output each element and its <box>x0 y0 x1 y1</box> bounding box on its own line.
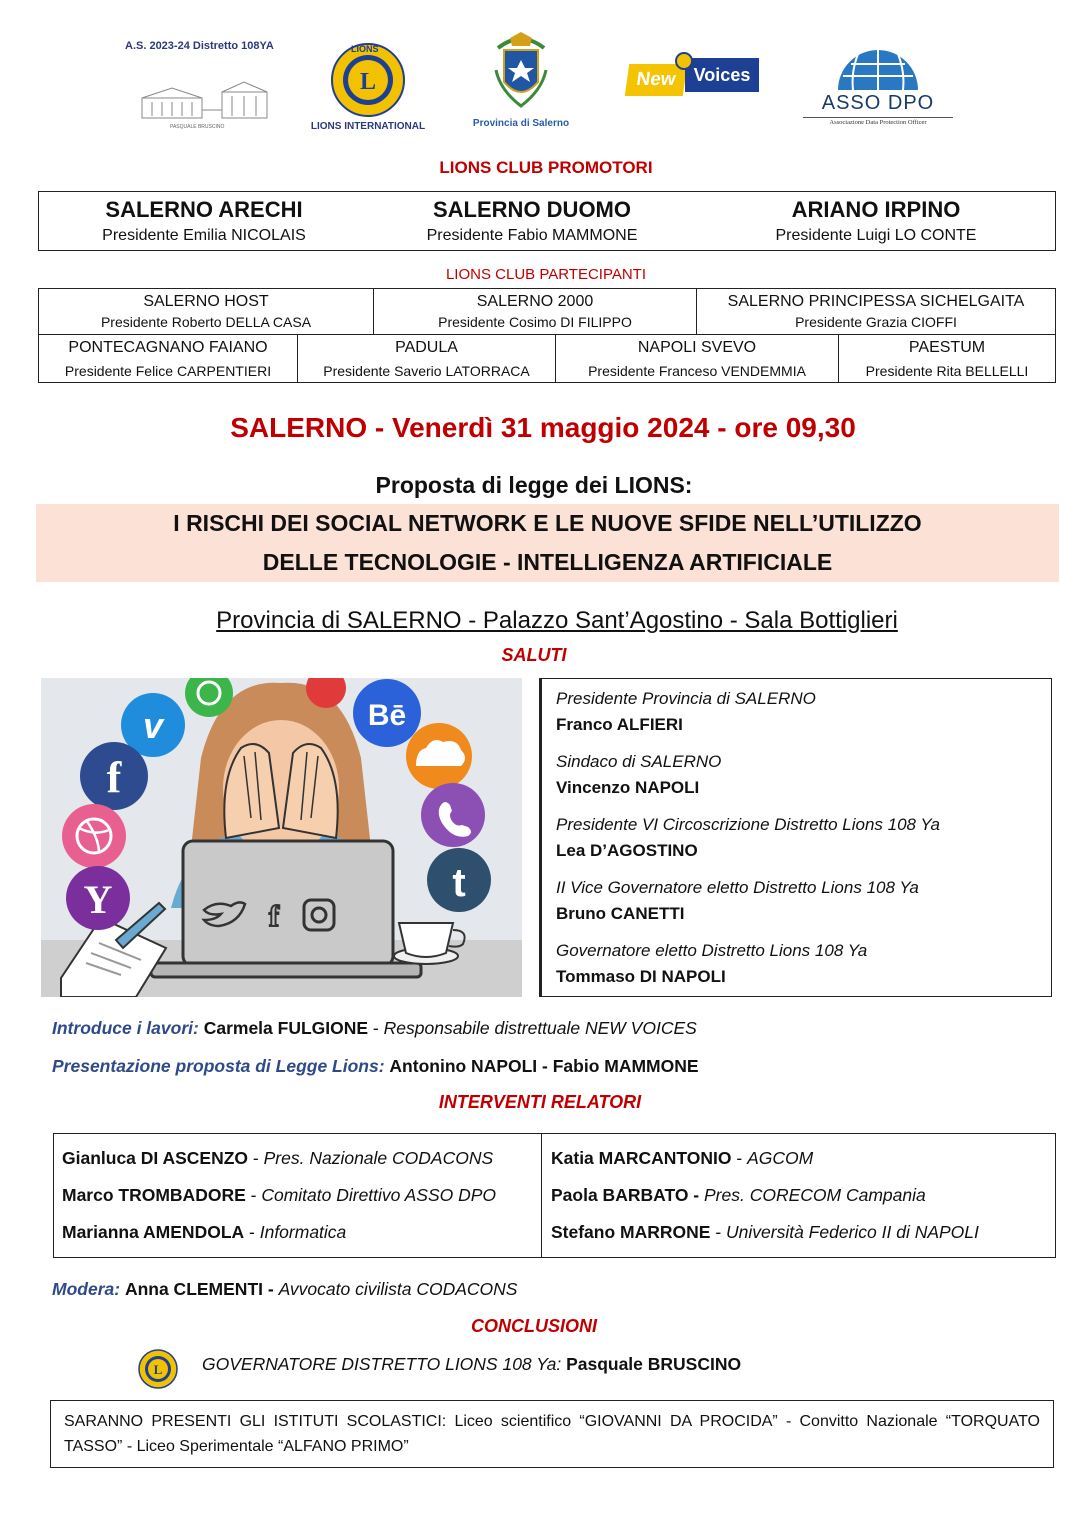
promotore-president: Presidente Emilia NICOLAIS <box>102 227 306 244</box>
asso-dpo-sub: Associazione Data Protection Officer <box>803 117 953 126</box>
presentazione-names: Antonino NAPOLI - Fabio MAMMONE <box>389 1056 699 1076</box>
saluto-role: Sindaco di SALERNO <box>556 752 722 771</box>
district-small: PASQUALE BRUSCINO <box>170 124 225 130</box>
partecipante-president: Presidente Rita BELLELLI <box>865 363 1029 379</box>
partecipanti-heading: LIONS CLUB PARTECIPANTI <box>445 266 647 283</box>
modera-line <box>52 1277 517 1301</box>
partecipante-cell <box>39 289 373 334</box>
saluto-name: Vincenzo NAPOLI <box>556 778 700 797</box>
new-voices-new: New <box>625 64 687 96</box>
partecipante-name: PAESTUM <box>908 339 986 356</box>
svg-text:f: f <box>106 753 122 802</box>
partecipante-cell <box>696 289 1055 334</box>
new-voices-lions-dot <box>675 52 693 70</box>
partecipante-president: Presidente Roberto DELLA CASA <box>100 314 312 330</box>
svg-text:Bē: Bē <box>367 699 407 732</box>
promotore-2 <box>367 195 697 247</box>
relatore <box>62 1214 540 1251</box>
relatore-name: Paola BARBATO <box>551 1185 689 1205</box>
partecipante-president: Presidente Grazia CIOFFI <box>795 314 957 330</box>
lions-small-icon <box>138 1349 178 1389</box>
relatore-sep: - <box>248 1148 264 1168</box>
partecipante-president: Presidente Franceso VENDEMMIA <box>588 363 806 379</box>
relatore <box>62 1177 540 1214</box>
partecipante-cell <box>838 335 1055 382</box>
svg-text:Y: Y <box>83 877 113 922</box>
relatore <box>551 1214 1051 1251</box>
svg-text:L: L <box>153 1362 163 1377</box>
promotore-president: Presidente Fabio MAMMONE <box>426 227 638 244</box>
partecipante-cell <box>39 335 297 382</box>
modera-name: Anna CLEMENTI <box>124 1279 263 1299</box>
district-label: A.S. 2023-24 Distretto 108YA <box>125 40 274 52</box>
soundcloud-icon <box>406 723 472 789</box>
saluto-name: Tommaso DI NAPOLI <box>556 967 726 986</box>
header-logos <box>0 0 1080 150</box>
partecipante-president: Presidente Felice CARPENTIERI <box>64 363 272 379</box>
behance-icon <box>353 679 421 747</box>
relatore <box>62 1140 540 1177</box>
partecipante-cell <box>555 335 838 382</box>
conclusioni-role: GOVERNATORE DISTRETTO LIONS 108 Ya: <box>202 1354 562 1374</box>
saluto-role: Presidente VI Circoscrizione Distretto Lions 108 Ya <box>556 815 940 834</box>
relatore-sep: - <box>245 1185 262 1205</box>
partecipante-president: Presidente Saverio LATORRACA <box>323 363 530 379</box>
relatore <box>551 1140 1051 1177</box>
partecipante-name: PONTECAGNANO FAIANO <box>68 339 268 356</box>
promotori-box <box>38 191 1056 251</box>
promotore-name: SALERNO DUOMO <box>433 197 631 222</box>
provincia-crest-logo <box>490 30 552 110</box>
partecipante-name: SALERNO 2000 <box>476 293 594 310</box>
saluti-heading: SALUTI <box>501 645 567 665</box>
promotore-name: SALERNO ARECHI <box>105 197 303 222</box>
relatore-name: Marianna AMENDOLA <box>62 1222 245 1242</box>
event-title-line-2: DELLE TECNOLOGIE - INTELLIGENZA ARTIFICIALE <box>262 549 833 575</box>
partecipante-name: SALERNO PRINCIPESSA SICHELGAITA <box>727 293 1025 310</box>
event-proposal: Proposta di legge dei LIONS: <box>375 472 693 498</box>
partecipanti-row-2 <box>38 335 1056 383</box>
laptop-facebook-icon: f <box>269 900 279 933</box>
new-voices-voices: Voices <box>685 58 759 92</box>
saluto-role: II Vice Governatore eletto Distretto Lions 108 Ya <box>556 878 919 897</box>
saluto-role: Governatore eletto Distretto Lions 108 Ya <box>556 941 868 960</box>
partecipante-cell <box>373 289 696 334</box>
modera-label: Modera: <box>52 1279 121 1299</box>
relatori-left <box>62 1140 540 1251</box>
modera-role: Avvocato civilista CODACONS <box>278 1279 518 1299</box>
facebook-icon <box>80 742 148 810</box>
svg-text:L: L <box>359 69 377 95</box>
tumblr-icon <box>427 848 491 912</box>
relatori-right <box>551 1140 1051 1251</box>
presentazione-line <box>52 1054 699 1078</box>
relatori-divider <box>541 1134 542 1257</box>
saluto-entry <box>556 686 1051 738</box>
relatore-name: Katia MARCANTONIO <box>551 1148 732 1168</box>
yahoo-icon <box>66 866 130 930</box>
modera-sep: - <box>263 1279 279 1299</box>
relatore-name: Marco TROMBADORE <box>62 1185 246 1205</box>
relatore-role: Informatica <box>259 1222 347 1242</box>
lions-caption: LIONS INTERNATIONAL <box>310 121 426 132</box>
provincia-caption: Provincia di Salerno <box>472 118 570 129</box>
relatore-role: Comitato Direttivo ASSO DPO <box>261 1185 497 1205</box>
partecipante-name: SALERNO HOST <box>143 293 269 310</box>
promotore-3 <box>711 195 1041 247</box>
conclusioni-heading: CONCLUSIONI <box>471 1316 597 1336</box>
relatore-sep: - <box>710 1222 727 1242</box>
relatore-role: AGCOM <box>747 1148 814 1168</box>
relatori-box <box>53 1133 1056 1258</box>
partecipanti-row-1 <box>38 288 1056 335</box>
viber-icon <box>421 783 485 847</box>
lions-ring-text: LIONS <box>351 44 379 54</box>
relatore-name: Stefano MARRONE <box>551 1222 711 1242</box>
introduce-role: Responsabile distrettuale NEW VOICES <box>383 1018 697 1038</box>
asso-dpo-title: ASSO DPO <box>821 92 935 114</box>
partecipante-name: NAPOLI SVEVO <box>637 339 757 356</box>
introduce-line <box>52 1016 697 1040</box>
saluto-name: Franco ALFIERI <box>556 715 683 734</box>
presentazione-label: Presentazione proposta di Legge Lions: <box>52 1056 385 1076</box>
relatore <box>551 1177 1051 1214</box>
footer-text: SARANNO PRESENTI GLI ISTITUTI SCOLASTICI: Liceo scientifico “GIOVANNI DA PROCIDA” - Convitto Nazionale “TORQUATO TASSO” - Liceo Sperimentale “ALFANO PRIMO” <box>64 1413 1040 1455</box>
relatore-name: Gianluca DI ASCENZO <box>62 1148 249 1168</box>
illustration-svg <box>41 678 522 997</box>
partecipante-president: Presidente Cosimo DI FILIPPO <box>438 314 632 330</box>
conclusioni-line <box>202 1352 741 1376</box>
conclusioni-name: Pasquale BRUSCINO <box>566 1354 742 1374</box>
event-title-banner <box>36 504 1059 582</box>
relatore-sep: - <box>244 1222 260 1242</box>
new-voices-logo <box>627 58 759 102</box>
dribbble-icon <box>62 804 126 868</box>
introduce-label: Introduce i lavori: <box>52 1018 199 1038</box>
saluti-box <box>539 678 1052 997</box>
saluto-entry <box>556 749 1051 801</box>
relatore-role: Pres. Nazionale CODACONS <box>263 1148 494 1168</box>
relatori-heading: INTERVENTI RELATORI <box>438 1092 642 1112</box>
introduce-sep: - <box>368 1018 384 1038</box>
relatore-role: Università Federico II di NAPOLI <box>726 1222 979 1242</box>
promotori-heading: LIONS CLUB PROMOTORI <box>439 158 653 177</box>
relatore-sep: - <box>731 1148 748 1168</box>
saluto-entry <box>556 875 1051 927</box>
event-title-line-1: I RISCHI DEI SOCIAL NETWORK E LE NUOVE SFIDE NELL’UTILIZZO <box>173 510 922 536</box>
saluto-name: Bruno CANETTI <box>556 904 685 923</box>
promotore-1 <box>39 195 369 247</box>
partecipante-cell <box>297 335 555 382</box>
relatore-sep: - <box>688 1185 704 1205</box>
saluto-entry <box>556 812 1051 864</box>
introduce-name: Carmela FULGIONE <box>203 1018 369 1038</box>
svg-text:v: v <box>142 705 164 746</box>
relatore-role: Pres. CORECOM Campania <box>704 1185 926 1205</box>
building-sketch-logo <box>137 80 272 130</box>
event-venue-wrap <box>0 605 1080 637</box>
promotore-president: Presidente Luigi LO CONTE <box>775 227 977 244</box>
svg-text:t: t <box>452 861 466 905</box>
footer-box <box>50 1400 1054 1468</box>
event-date: SALERNO - Venerdì 31 maggio 2024 - ore 09,30 <box>230 412 856 443</box>
event-venue: Provincia di SALERNO - Palazzo Sant’Agostino - Sala Bottiglieri <box>216 607 898 634</box>
saluto-name: Lea D’AGOSTINO <box>556 841 698 860</box>
social-network-illustration <box>41 678 522 997</box>
partecipante-name: PADULA <box>395 339 458 356</box>
saluto-role: Presidente Provincia di SALERNO <box>556 689 816 708</box>
asso-dpo-globe-logo <box>833 42 923 92</box>
saluto-entry <box>556 938 1051 990</box>
promotore-name: ARIANO IRPINO <box>791 197 961 222</box>
